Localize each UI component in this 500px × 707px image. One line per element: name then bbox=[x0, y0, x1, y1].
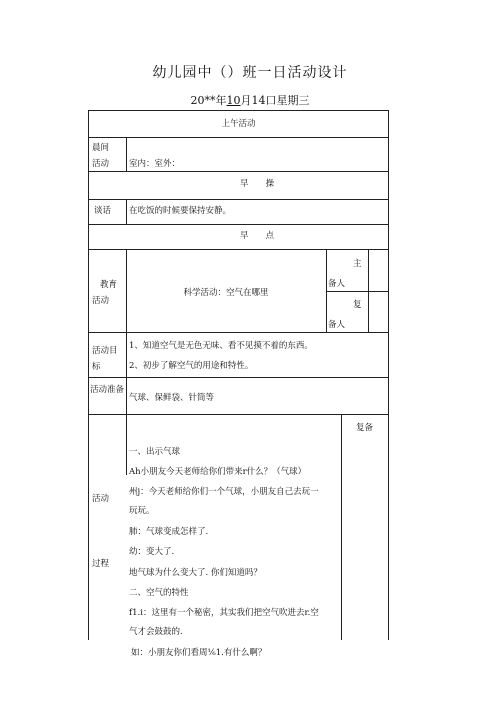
goal-line-1: 1、知道空气是无色无味、看不见摸不着的东西。 bbox=[129, 341, 313, 351]
process-line: 二、空气的特性 bbox=[129, 588, 189, 598]
morning-activity-label-2: 活动 bbox=[92, 159, 110, 169]
footer-text: 如：小朋友你们看周⅙1.有什么啊？ bbox=[131, 648, 267, 658]
review-column-label: 复备 bbox=[356, 423, 374, 433]
education-label-2: 活动 bbox=[92, 296, 110, 306]
talk-content: 在吃饭的时候要保持安静。 bbox=[129, 206, 232, 216]
process-line: f1.i：这里有一个秘密，其实我们把空气吹进去r.空 bbox=[129, 608, 319, 618]
prep-content: 气球、保鲜袋、针筒等 bbox=[129, 393, 215, 403]
process-line: 幼：变大了. bbox=[129, 547, 175, 557]
goals-label-2: 标 bbox=[92, 362, 101, 372]
prep-person-label: 主 bbox=[353, 259, 362, 269]
snack-header: 早 点 bbox=[239, 231, 274, 241]
activity-table bbox=[88, 110, 389, 640]
prep-label: 活动准备 bbox=[90, 385, 125, 395]
goal-line-2: 2、初步了解空气的用途和特性。 bbox=[129, 361, 254, 371]
education-label: 教育 bbox=[100, 280, 118, 290]
process-line: 气才会鼓鼓的. bbox=[129, 627, 183, 637]
morning-activity-content: 室内：室外： bbox=[129, 159, 181, 169]
process-label-2: 过程 bbox=[92, 559, 110, 569]
process-line: Ah小朋友今天老师给你们带来r什么？（气球） bbox=[129, 467, 307, 477]
document-title: 幼儿园中（）班一日活动设计 bbox=[152, 65, 348, 81]
morning-activity-label: 晨间 bbox=[92, 143, 110, 153]
morning-header: 上午活动 bbox=[221, 119, 256, 129]
process-line: 地气球为什么变大了. 你们知道吗？ bbox=[129, 568, 262, 578]
talk-label: 谈话 bbox=[94, 206, 112, 216]
process-line: 肺：气球变成怎样了. bbox=[129, 527, 209, 537]
prep-person-label-2: 备人 bbox=[328, 279, 346, 289]
document-date: 20**年10月14口星期三 bbox=[190, 94, 310, 107]
exercise-header: 早 操 bbox=[239, 179, 274, 189]
process-line: 州j：今天老师给你们一个气球，小朋友自己去玩一 bbox=[129, 487, 319, 497]
process-line: 玩玩。 bbox=[129, 506, 155, 516]
goals-label: 活动目 bbox=[92, 346, 118, 356]
process-line: 一、出示气球 bbox=[129, 447, 181, 457]
review-person-label: 复 bbox=[353, 300, 362, 310]
review-person-label-2: 备人 bbox=[328, 320, 346, 330]
process-label: 活动 bbox=[92, 494, 110, 504]
education-content: 科学活动：空气在哪里 bbox=[183, 288, 269, 298]
